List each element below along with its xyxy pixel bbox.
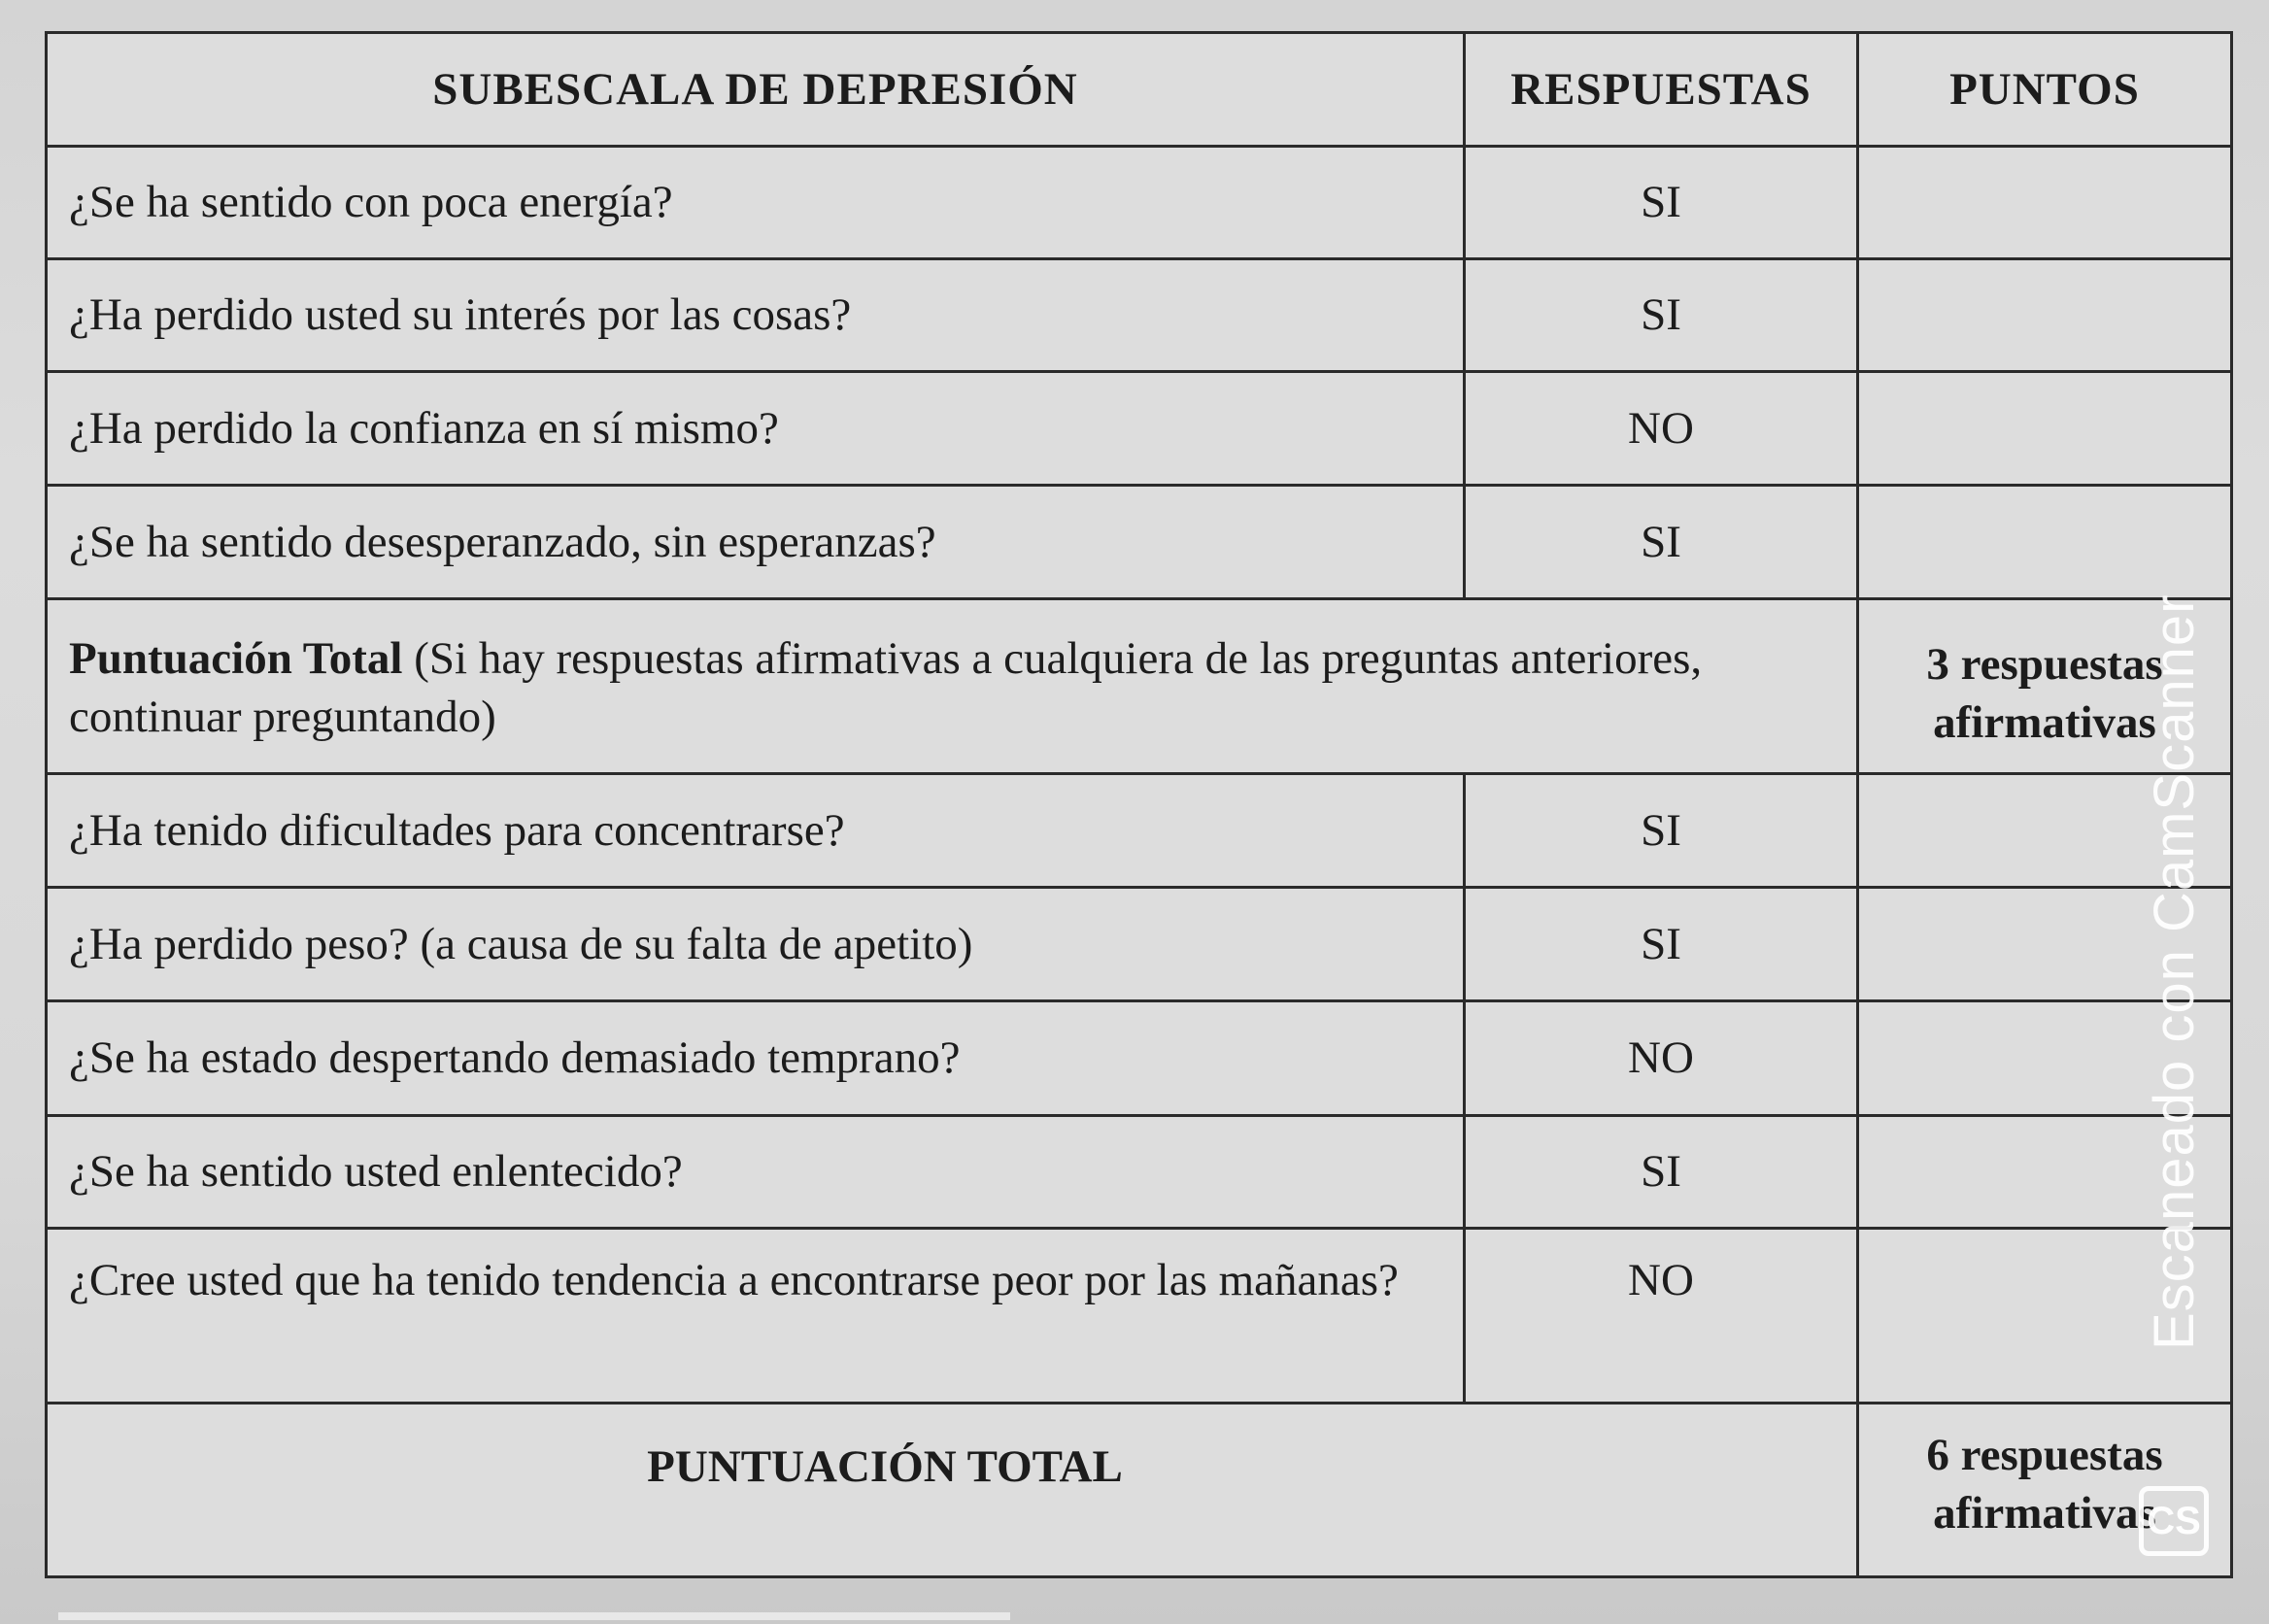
depression-subscale-table [45,31,2233,1578]
header-answers: RESPUESTAS [1465,33,1858,147]
answer-cell: NO [1465,1229,1858,1404]
total-label: PUNTUACIÓN TOTAL [47,1404,1858,1577]
question-text: ¿Ha perdido peso? (a causa de su falta de apetito) [47,888,1465,1001]
subtotal-result-line2: afirmativas [1933,697,2156,749]
question-row [47,1116,2232,1229]
answer-cell: SI [1465,1116,1858,1229]
answer-cell: NO [1465,372,1858,486]
scan-edge-highlight [58,1612,1010,1620]
total-row [47,1404,2232,1577]
question-text: ¿Ha perdido usted su interés por las cosas? [47,259,1465,372]
header-row [47,33,2232,147]
question-row [47,1229,2232,1404]
subtotal-label-bold: Puntuación Total [69,633,403,684]
points-cell [1858,259,2232,372]
header-points: PUNTOS [1858,33,2232,147]
answer-cell: SI [1465,888,1858,1001]
question-row [47,147,2232,259]
header-scale: SUBESCALA DE DEPRESIÓN [47,33,1465,147]
question-text: ¿Cree usted que ha tenido tendencia a encontrarse peor por las mañanas? [47,1229,1465,1404]
question-text: ¿Se ha sentido con poca energía? [47,147,1465,259]
points-cell [1858,372,2232,486]
answer-cell: NO [1465,1001,1858,1116]
total-result-line1: 6 respuestas [1926,1430,2163,1480]
camscanner-logo-icon: CS [2139,1486,2209,1556]
question-row [47,486,2232,599]
question-text: ¿Se ha estado despertando demasiado temprano? [47,1001,1465,1116]
points-cell [1858,486,2232,599]
camscanner-watermark: Escaneado con CamScanner [2143,593,2206,1350]
subtotal-row [47,599,2232,774]
question-text: ¿Se ha sentido desesperanzado, sin esperanzas? [47,486,1465,599]
question-text: ¿Ha perdido la confianza en sí mismo? [47,372,1465,486]
answer-cell: SI [1465,774,1858,888]
question-text: ¿Se ha sentido usted enlentecido? [47,1116,1465,1229]
question-row [47,1001,2232,1116]
subtotal-label-note: (Si hay respuestas afirmativas a cualquiera de las preguntas anteriores, continuar preguntando) [69,633,1703,743]
question-row [47,774,2232,888]
question-text: ¿Ha tenido dificultades para concentrarse? [47,774,1465,888]
subtotal-result-line1: 3 respuestas [1926,639,2163,690]
question-row [47,372,2232,486]
total-result-line2: afirmativas [1933,1488,2156,1539]
answer-cell: SI [1465,259,1858,372]
subtotal-label [47,599,1858,774]
question-row [47,888,2232,1001]
answer-cell: SI [1465,486,1858,599]
answer-cell: SI [1465,147,1858,259]
points-cell [1858,147,2232,259]
question-row [47,259,2232,372]
